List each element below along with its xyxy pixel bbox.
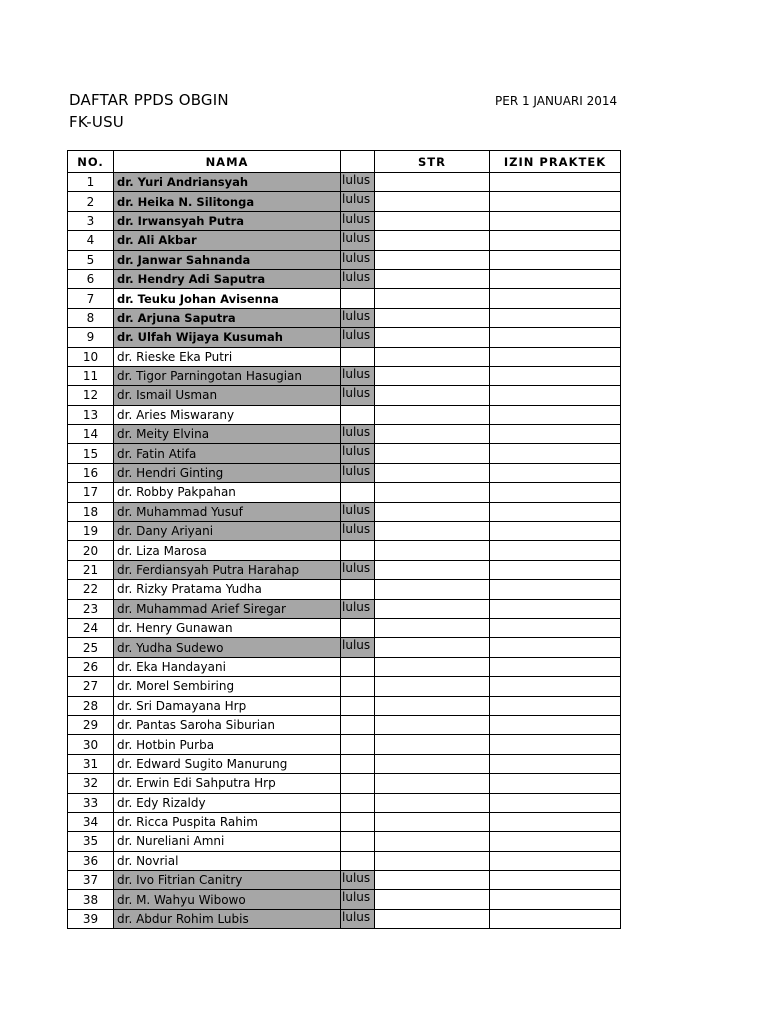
row-number: 24 <box>68 618 114 637</box>
row-status: lulus <box>341 890 375 909</box>
row-number: 39 <box>68 909 114 928</box>
row-number: 6 <box>68 269 114 288</box>
row-status <box>341 793 375 812</box>
row-izin-praktek <box>490 541 621 560</box>
table-row <box>68 754 621 773</box>
row-str <box>375 657 490 676</box>
row-str <box>375 909 490 928</box>
row-izin-praktek <box>490 231 621 250</box>
row-str <box>375 269 490 288</box>
row-name: dr. Henry Gunawan <box>114 618 341 637</box>
row-str <box>375 173 490 192</box>
row-number: 11 <box>68 366 114 385</box>
row-status: lulus <box>341 560 375 579</box>
row-str <box>375 735 490 754</box>
row-name: dr. M. Wahyu Wibowo <box>114 890 341 909</box>
row-izin-praktek <box>490 832 621 851</box>
row-number: 16 <box>68 463 114 482</box>
table-row <box>68 231 621 250</box>
table-row <box>68 173 621 192</box>
row-name: dr. Robby Pakpahan <box>114 483 341 502</box>
row-izin-praktek <box>490 308 621 327</box>
table-row <box>68 483 621 502</box>
row-name: dr. Pantas Saroha Siburian <box>114 715 341 734</box>
row-izin-praktek <box>490 522 621 541</box>
table-header-row <box>68 151 621 173</box>
row-number: 2 <box>68 192 114 211</box>
row-str <box>375 463 490 482</box>
row-str <box>375 754 490 773</box>
row-str <box>375 483 490 502</box>
row-status: lulus <box>341 231 375 250</box>
row-str <box>375 211 490 230</box>
row-str <box>375 851 490 870</box>
table-row <box>68 328 621 347</box>
row-str <box>375 832 490 851</box>
table-row <box>68 347 621 366</box>
row-status: lulus <box>341 386 375 405</box>
row-number: 5 <box>68 250 114 269</box>
row-izin-praktek <box>490 657 621 676</box>
row-izin-praktek <box>490 328 621 347</box>
table-row <box>68 715 621 734</box>
row-name: dr. Rizky Pratama Yudha <box>114 580 341 599</box>
row-izin-praktek <box>490 793 621 812</box>
row-number: 27 <box>68 677 114 696</box>
row-number: 14 <box>68 425 114 444</box>
row-status <box>341 657 375 676</box>
row-status: lulus <box>341 308 375 327</box>
row-number: 20 <box>68 541 114 560</box>
row-name: dr. Hotbin Purba <box>114 735 341 754</box>
row-status: lulus <box>341 425 375 444</box>
row-name: dr. Tigor Parningotan Hasugian <box>114 366 341 385</box>
row-name: dr. Janwar Sahnanda <box>114 250 341 269</box>
row-izin-praktek <box>490 173 621 192</box>
row-name: dr. Teuku Johan Avisenna <box>114 289 341 308</box>
row-str <box>375 541 490 560</box>
row-str <box>375 793 490 812</box>
row-str <box>375 386 490 405</box>
row-str <box>375 366 490 385</box>
row-number: 37 <box>68 871 114 890</box>
row-number: 23 <box>68 599 114 618</box>
row-status: lulus <box>341 192 375 211</box>
table-row <box>68 425 621 444</box>
row-number: 15 <box>68 444 114 463</box>
row-status <box>341 541 375 560</box>
row-status <box>341 754 375 773</box>
document-title: DAFTAR PPDS OBGIN <box>69 91 229 109</box>
row-name: dr. Edy Rizaldy <box>114 793 341 812</box>
document-subtitle: FK-USU <box>69 113 124 131</box>
table-row <box>68 793 621 812</box>
row-str <box>375 677 490 696</box>
row-str <box>375 289 490 308</box>
row-status <box>341 677 375 696</box>
row-izin-praktek <box>490 444 621 463</box>
row-number: 17 <box>68 483 114 502</box>
row-name: dr. Novrial <box>114 851 341 870</box>
table-row <box>68 851 621 870</box>
column-header-izin-praktek: IZIN PRAKTEK <box>490 151 621 173</box>
row-str <box>375 347 490 366</box>
row-number: 30 <box>68 735 114 754</box>
row-status <box>341 580 375 599</box>
row-str <box>375 192 490 211</box>
row-str <box>375 599 490 618</box>
row-status: lulus <box>341 250 375 269</box>
row-status: lulus <box>341 522 375 541</box>
row-str <box>375 774 490 793</box>
table-row <box>68 560 621 579</box>
row-status: lulus <box>341 366 375 385</box>
table-row <box>68 580 621 599</box>
row-izin-praktek <box>490 386 621 405</box>
table-row <box>68 308 621 327</box>
row-izin-praktek <box>490 696 621 715</box>
row-name: dr. Muhammad Yusuf <box>114 502 341 521</box>
row-str <box>375 812 490 831</box>
row-izin-praktek <box>490 677 621 696</box>
row-name: dr. Irwansyah Putra <box>114 211 341 230</box>
row-number: 9 <box>68 328 114 347</box>
row-str <box>375 715 490 734</box>
row-status <box>341 289 375 308</box>
row-izin-praktek <box>490 560 621 579</box>
row-str <box>375 425 490 444</box>
row-name: dr. Fatin Atifa <box>114 444 341 463</box>
column-header-status <box>341 151 375 173</box>
row-name: dr. Ali Akbar <box>114 231 341 250</box>
row-name: dr. Dany Ariyani <box>114 522 341 541</box>
row-name: dr. Yuri Andriansyah <box>114 173 341 192</box>
row-status: lulus <box>341 173 375 192</box>
row-number: 36 <box>68 851 114 870</box>
row-number: 32 <box>68 774 114 793</box>
table-row <box>68 211 621 230</box>
row-izin-praktek <box>490 425 621 444</box>
row-name: dr. Yudha Sudewo <box>114 638 341 657</box>
row-status: lulus <box>341 871 375 890</box>
row-str <box>375 696 490 715</box>
table-row <box>68 638 621 657</box>
column-header-no: NO. <box>68 151 114 173</box>
row-name: dr. Ferdiansyah Putra Harahap <box>114 560 341 579</box>
row-status: lulus <box>341 269 375 288</box>
row-status <box>341 812 375 831</box>
row-str <box>375 580 490 599</box>
row-number: 8 <box>68 308 114 327</box>
table-row <box>68 909 621 928</box>
row-izin-praktek <box>490 638 621 657</box>
row-izin-praktek <box>490 211 621 230</box>
row-str <box>375 890 490 909</box>
row-izin-praktek <box>490 405 621 424</box>
row-name: dr. Erwin Edi Sahputra Hrp <box>114 774 341 793</box>
table-row <box>68 735 621 754</box>
row-status <box>341 774 375 793</box>
row-name: dr. Hendri Ginting <box>114 463 341 482</box>
row-status: lulus <box>341 211 375 230</box>
row-str <box>375 871 490 890</box>
row-str <box>375 405 490 424</box>
row-izin-praktek <box>490 289 621 308</box>
row-name: dr. Ivo Fitrian Canitry <box>114 871 341 890</box>
row-name: dr. Arjuna Saputra <box>114 308 341 327</box>
row-status: lulus <box>341 328 375 347</box>
row-name: dr. Ulfah Wijaya Kusumah <box>114 328 341 347</box>
row-str <box>375 502 490 521</box>
row-izin-praktek <box>490 483 621 502</box>
row-str <box>375 250 490 269</box>
table-row <box>68 405 621 424</box>
row-number: 31 <box>68 754 114 773</box>
row-number: 28 <box>68 696 114 715</box>
row-status: lulus <box>341 502 375 521</box>
table-row <box>68 366 621 385</box>
row-status: lulus <box>341 444 375 463</box>
row-izin-praktek <box>490 580 621 599</box>
row-izin-praktek <box>490 502 621 521</box>
table-row <box>68 657 621 676</box>
row-name: dr. Sri Damayana Hrp <box>114 696 341 715</box>
row-str <box>375 231 490 250</box>
row-name: dr. Meity Elvina <box>114 425 341 444</box>
table-row <box>68 289 621 308</box>
table-body <box>68 173 621 929</box>
row-number: 35 <box>68 832 114 851</box>
column-header-str: STR <box>375 151 490 173</box>
row-status <box>341 715 375 734</box>
row-name: dr. Abdur Rohim Lubis <box>114 909 341 928</box>
row-name: dr. Rieske Eka Putri <box>114 347 341 366</box>
row-number: 29 <box>68 715 114 734</box>
row-str <box>375 308 490 327</box>
row-izin-praktek <box>490 366 621 385</box>
table-row <box>68 250 621 269</box>
table-row <box>68 599 621 618</box>
row-number: 19 <box>68 522 114 541</box>
table-row <box>68 871 621 890</box>
table-row <box>68 386 621 405</box>
row-number: 21 <box>68 560 114 579</box>
row-name: dr. Morel Sembiring <box>114 677 341 696</box>
row-str <box>375 328 490 347</box>
table-row <box>68 502 621 521</box>
row-str <box>375 618 490 637</box>
table-row <box>68 832 621 851</box>
table-row <box>68 696 621 715</box>
row-number: 34 <box>68 812 114 831</box>
row-status <box>341 405 375 424</box>
row-name: dr. Heika N. Silitonga <box>114 192 341 211</box>
row-name: dr. Ricca Puspita Rahim <box>114 812 341 831</box>
row-status: lulus <box>341 909 375 928</box>
row-number: 12 <box>68 386 114 405</box>
row-number: 38 <box>68 890 114 909</box>
row-izin-praktek <box>490 192 621 211</box>
row-status <box>341 832 375 851</box>
table-row <box>68 522 621 541</box>
row-number: 3 <box>68 211 114 230</box>
table-row <box>68 444 621 463</box>
row-izin-praktek <box>490 250 621 269</box>
row-number: 26 <box>68 657 114 676</box>
row-name: dr. Eka Handayani <box>114 657 341 676</box>
row-number: 13 <box>68 405 114 424</box>
row-izin-praktek <box>490 735 621 754</box>
row-izin-praktek <box>490 754 621 773</box>
row-name: dr. Nureliani Amni <box>114 832 341 851</box>
row-number: 18 <box>68 502 114 521</box>
row-status <box>341 851 375 870</box>
row-name: dr. Edward Sugito Manurung <box>114 754 341 773</box>
table-row <box>68 890 621 909</box>
table-row <box>68 541 621 560</box>
row-izin-praktek <box>490 909 621 928</box>
row-name: dr. Hendry Adi Saputra <box>114 269 341 288</box>
table-row <box>68 192 621 211</box>
table-row <box>68 618 621 637</box>
row-str <box>375 560 490 579</box>
row-status <box>341 347 375 366</box>
row-number: 25 <box>68 638 114 657</box>
row-izin-praktek <box>490 774 621 793</box>
document-date: PER 1 JANUARI 2014 <box>495 94 618 108</box>
row-izin-praktek <box>490 851 621 870</box>
row-str <box>375 638 490 657</box>
table-row <box>68 677 621 696</box>
row-izin-praktek <box>490 890 621 909</box>
row-izin-praktek <box>490 347 621 366</box>
row-number: 22 <box>68 580 114 599</box>
row-status: lulus <box>341 599 375 618</box>
row-status <box>341 696 375 715</box>
row-number: 1 <box>68 173 114 192</box>
row-izin-praktek <box>490 618 621 637</box>
row-status: lulus <box>341 463 375 482</box>
row-name: dr. Muhammad Arief Siregar <box>114 599 341 618</box>
table-row <box>68 269 621 288</box>
row-number: 10 <box>68 347 114 366</box>
table-row <box>68 812 621 831</box>
row-number: 33 <box>68 793 114 812</box>
row-izin-praktek <box>490 599 621 618</box>
row-str <box>375 444 490 463</box>
row-status: lulus <box>341 638 375 657</box>
row-izin-praktek <box>490 871 621 890</box>
row-number: 4 <box>68 231 114 250</box>
row-izin-praktek <box>490 269 621 288</box>
row-name: dr. Liza Marosa <box>114 541 341 560</box>
column-header-nama: NAMA <box>114 151 341 173</box>
row-name: dr. Ismail Usman <box>114 386 341 405</box>
row-number: 7 <box>68 289 114 308</box>
row-name: dr. Aries Miswarany <box>114 405 341 424</box>
table-row <box>68 774 621 793</box>
row-str <box>375 522 490 541</box>
row-izin-praktek <box>490 812 621 831</box>
row-status <box>341 483 375 502</box>
table-row <box>68 463 621 482</box>
row-izin-praktek <box>490 715 621 734</box>
row-izin-praktek <box>490 463 621 482</box>
ppds-table <box>67 150 621 929</box>
row-status <box>341 735 375 754</box>
row-status <box>341 618 375 637</box>
